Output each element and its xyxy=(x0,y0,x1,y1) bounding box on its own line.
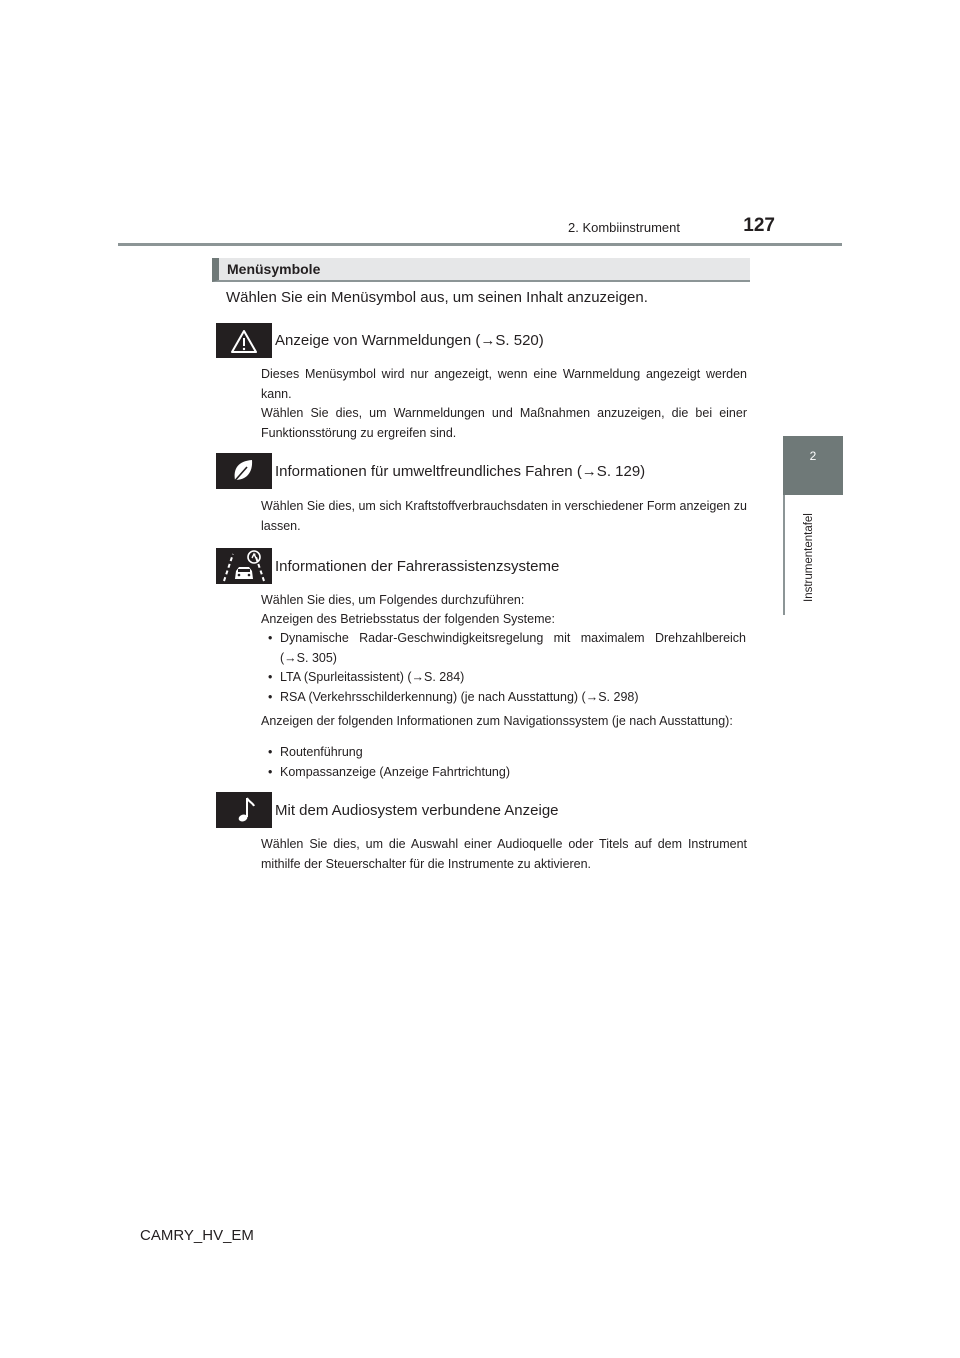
entry-paragraph: Wählen Sie dies, um Folgendes durchzuführen: xyxy=(261,593,525,607)
entry-paragraph: Wählen Sie dies, um sich Kraftstoffverbrauchsdaten in verschiedener Form anzeigen zu lassen. xyxy=(261,499,747,533)
navigation-list xyxy=(268,743,748,782)
section-title: Menüsymbole xyxy=(227,261,321,277)
entry-heading-audio: Mit dem Audiosystem verbundene Anzeige xyxy=(275,802,559,819)
entry-paragraph: Anzeigen der folgenden Informationen zum Navigationssystem (je nach Ausstattung): xyxy=(261,714,733,728)
list-item: • RSA (Verkehrsschilderkennung) (je nach Ausstattung) (→S. 298) xyxy=(268,688,748,708)
section-intro: Wählen Sie ein Menüsymbol aus, um seinen Inhalt anzuzeigen. xyxy=(226,289,648,306)
list-item: • LTA (Spurleitassistent) (→S. 284) xyxy=(268,668,748,688)
leaf-icon xyxy=(216,453,272,489)
section-title-bar xyxy=(212,258,750,282)
page-number: 127 xyxy=(743,215,775,236)
entry-paragraph: Wählen Sie dies, um Warnmeldungen und Maßnahmen anzuzeigen, die bei einer Funktionsstörung zu ergreifen sind. xyxy=(261,406,747,440)
entry-paragraph: Dieses Menüsymbol wird nur angezeigt, wenn eine Warnmeldung angezeigt werden kann. xyxy=(261,367,747,401)
chapter-tab-label xyxy=(803,510,817,610)
list-item: • Dynamische Radar-Geschwindigkeitsregelung mit maximalem Drehzahlbereich (→S. 305) xyxy=(268,629,748,668)
header-rule xyxy=(118,243,842,246)
chapter-tab-number: 2 xyxy=(783,436,843,495)
music-note-icon xyxy=(216,792,272,828)
model-code: CAMRY_HV_EM xyxy=(140,1227,254,1244)
list-item: • Kompassanzeige (Anzeige Fahrtrichtung) xyxy=(268,763,748,783)
systems-list xyxy=(268,629,748,707)
warning-triangle-icon xyxy=(216,323,272,358)
entry-heading-warnings: Anzeige von Warnmeldungen (→S. 520) xyxy=(275,332,544,349)
driver-assist-icon xyxy=(216,548,272,584)
entry-heading-driver-assist: Informationen der Fahrerassistenzsysteme xyxy=(275,558,560,575)
chapter-title: 2. Kombiinstrument xyxy=(568,220,680,235)
entry-paragraph: Anzeigen des Betriebsstatus der folgenden Systeme: xyxy=(261,612,555,626)
entry-heading-eco: Informationen für umweltfreundliches Fahren (→S. 129) xyxy=(275,463,646,480)
list-item: • Routenführung xyxy=(268,743,748,763)
entry-paragraph: Wählen Sie dies, um die Auswahl einer Audioquelle oder Titels auf dem Instrument mithilfe der Steuerschalter für die Instrumente zu aktivieren. xyxy=(261,837,747,871)
chapter-tab-line xyxy=(783,495,785,615)
chapter-tab-label-text: Instrumententafel xyxy=(803,513,815,602)
